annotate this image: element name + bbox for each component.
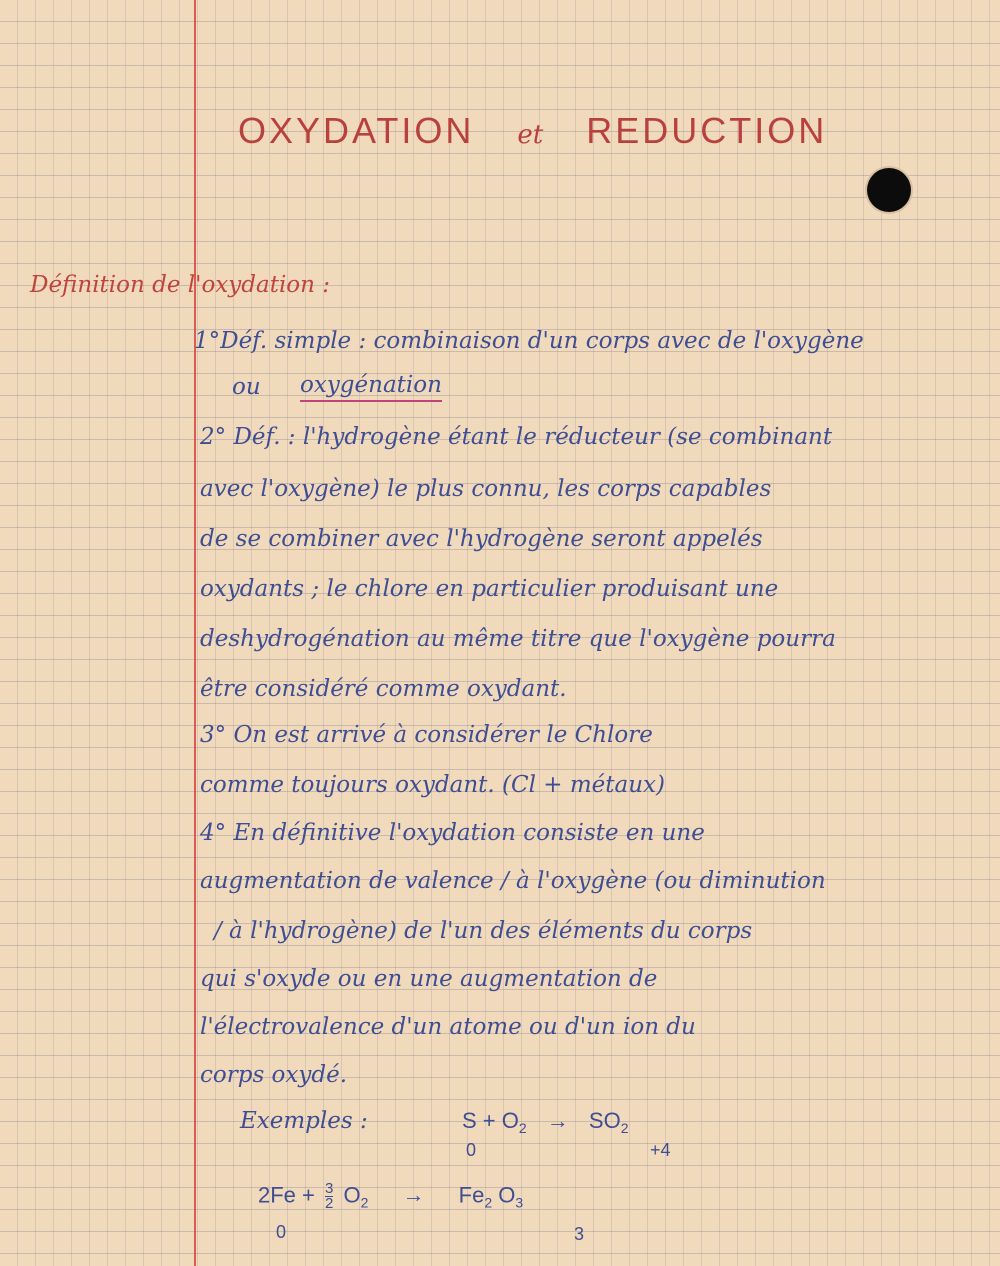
- eq1-lhs: S + O: [462, 1108, 519, 1133]
- eq2-o-sub: 2: [360, 1194, 369, 1211]
- eq2-o3-sub: 3: [515, 1194, 524, 1211]
- text-line: l'électrovalence d'un atome ou d'un ion du: [200, 1014, 696, 1040]
- page-title: [238, 110, 958, 152]
- eq1-lhs-sub: 2: [518, 1120, 527, 1136]
- text-line: 3° On est arrivé à considérer le Chlore: [200, 722, 653, 748]
- eq2-ox-left: 0: [276, 1222, 287, 1242]
- eq1-rhs: SO: [588, 1108, 621, 1133]
- title-part1: OXYDATION: [238, 110, 475, 151]
- eq2-o: O: [343, 1182, 361, 1208]
- eq2-o3: O: [498, 1182, 516, 1208]
- text-line: être considéré comme oxydant.: [200, 676, 567, 702]
- eq2-frac-num: 3: [325, 1180, 334, 1197]
- text-line: augmentation de valence / à l'oxygène (ou diminution: [200, 868, 826, 894]
- section-heading: Définition de l'oxydation :: [30, 272, 331, 298]
- title-part2: REDUCTION: [586, 110, 828, 151]
- equation-2: [258, 1182, 523, 1211]
- eq2-fe-sub: 2: [484, 1194, 493, 1211]
- eq1-rhs-sub: 2: [620, 1120, 629, 1136]
- text-line: / à l'hydrogène) de l'un des éléments du corps: [214, 918, 753, 944]
- text-line: oxydants ; le chlore en particulier produisant une: [200, 576, 779, 602]
- margin-line: [194, 0, 196, 1266]
- punch-hole: [867, 168, 911, 212]
- text-line: 1°Déf. simple : combinaison d'un corps avec de l'oxygène: [194, 328, 864, 354]
- text-line: corps oxydé.: [200, 1062, 348, 1088]
- eq2-arrow: →: [402, 1182, 425, 1208]
- text-line: comme toujours oxydant. (Cl + métaux): [200, 772, 665, 798]
- text-line: qui s'oxyde ou en une augmentation de: [200, 966, 658, 992]
- text-line: de se combiner avec l'hydrogène seront appelés: [200, 526, 763, 552]
- text-line-underlined: oxygénation: [300, 372, 442, 402]
- eq2-frac-den: 2: [325, 1195, 334, 1212]
- eq1-ox-right: +4: [650, 1140, 671, 1160]
- examples-label: Exemples :: [240, 1108, 368, 1134]
- eq2-ox-right: 3: [574, 1224, 585, 1244]
- text-line: 2° Déf. : l'hydrogène étant le réducteur (se combinant: [200, 424, 833, 450]
- text-line: ou: [232, 374, 261, 400]
- equation-1: [462, 1108, 629, 1136]
- eq1-ox-left: 0: [466, 1140, 477, 1160]
- text-line: 4° En définitive l'oxydation consiste en une: [200, 820, 705, 846]
- eq1-arrow: →: [546, 1108, 569, 1133]
- text-line: avec l'oxygène) le plus connu, les corps capables: [200, 476, 772, 502]
- eq2-coef: 2Fe +: [258, 1182, 315, 1208]
- eq2-fraction: [325, 1182, 333, 1211]
- text-line: deshydrogénation au même titre que l'oxygène pourra: [200, 626, 836, 652]
- title-conjunction: et: [517, 120, 544, 150]
- eq2-fe: Fe: [458, 1182, 485, 1208]
